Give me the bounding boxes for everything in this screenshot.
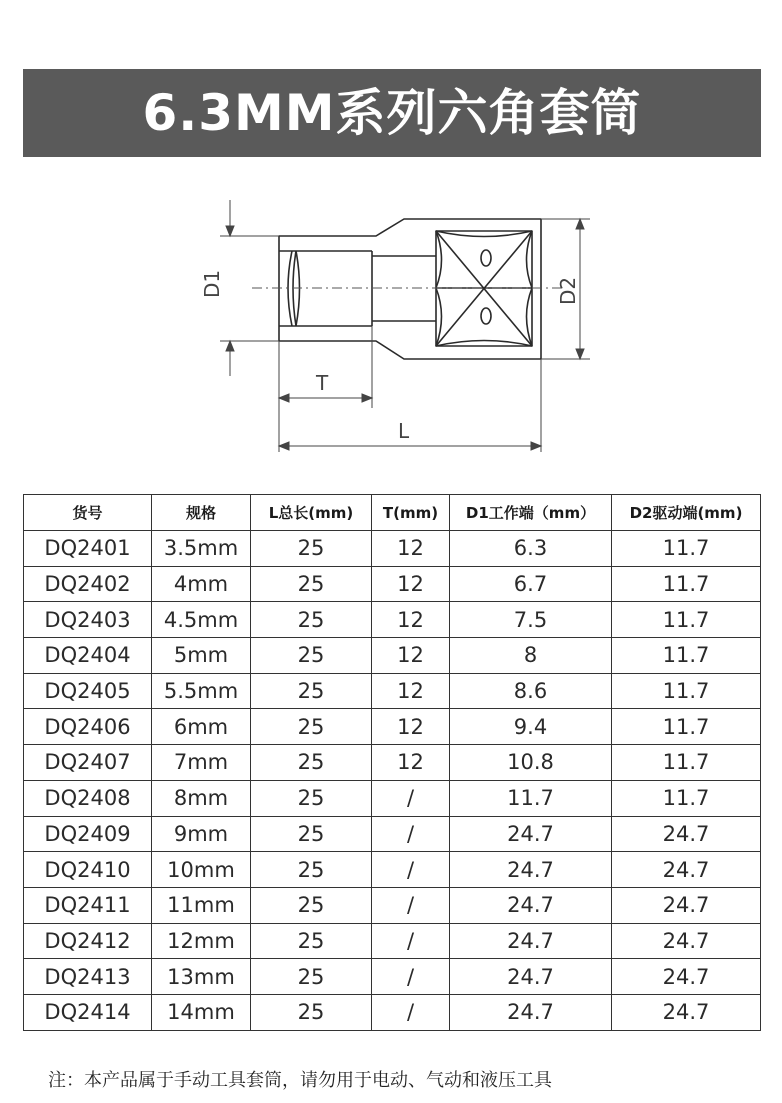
table-row: [24, 745, 761, 781]
socket-outline: [279, 219, 541, 359]
table-cell: 11.7: [450, 780, 612, 816]
table-cell: 25: [251, 709, 372, 745]
table-cell: 6.3: [450, 531, 612, 567]
table-cell: 25: [251, 745, 372, 781]
table-cell: 6mm: [152, 709, 251, 745]
table-cell: 24.7: [612, 887, 761, 923]
table-cell: /: [372, 959, 450, 995]
table-row: [24, 959, 761, 995]
table-cell: 25: [251, 994, 372, 1030]
table-cell: 11mm: [152, 887, 251, 923]
table-cell: 24.7: [450, 923, 612, 959]
table-cell: 12: [372, 638, 450, 674]
table-header-row: [24, 495, 761, 531]
table-cell: 25: [251, 673, 372, 709]
table-cell: DQ2411: [24, 887, 152, 923]
table-cell: 25: [251, 780, 372, 816]
table-row: [24, 638, 761, 674]
table-cell: 8: [450, 638, 612, 674]
table-cell: 3.5mm: [152, 531, 251, 567]
table-cell: 11.7: [612, 709, 761, 745]
table-row: [24, 531, 761, 567]
table-cell: 25: [251, 852, 372, 888]
table-cell: DQ2406: [24, 709, 152, 745]
table-cell: 12: [372, 673, 450, 709]
table-cell: 12: [372, 745, 450, 781]
table-cell: /: [372, 852, 450, 888]
table-row: [24, 709, 761, 745]
socket-dimension-diagram: [0, 180, 782, 480]
table-cell: 12: [372, 566, 450, 602]
table-cell: DQ2414: [24, 994, 152, 1030]
label-d1: D1: [200, 269, 224, 298]
table-cell: 4mm: [152, 566, 251, 602]
spec-table: [23, 494, 761, 1031]
table-cell: 24.7: [612, 959, 761, 995]
table-cell: 25: [251, 638, 372, 674]
table-cell: 11.7: [612, 566, 761, 602]
table-cell: 24.7: [612, 994, 761, 1030]
table-cell: 14mm: [152, 994, 251, 1030]
table-cell: 11.7: [612, 531, 761, 567]
table-row: [24, 994, 761, 1030]
table-cell: 25: [251, 566, 372, 602]
table-cell: /: [372, 780, 450, 816]
table-row: [24, 566, 761, 602]
table-cell: 24.7: [450, 887, 612, 923]
table-cell: 24.7: [450, 816, 612, 852]
table-body: [24, 531, 761, 1031]
table-cell: 11.7: [612, 638, 761, 674]
table-row: [24, 602, 761, 638]
table-cell: 24.7: [612, 923, 761, 959]
table-cell: 24.7: [450, 994, 612, 1030]
table-cell: /: [372, 887, 450, 923]
table-cell: DQ2412: [24, 923, 152, 959]
table-cell: 9mm: [152, 816, 251, 852]
table-cell: 11.7: [612, 780, 761, 816]
table-cell: DQ2401: [24, 531, 152, 567]
label-d2: D2: [556, 276, 580, 305]
usage-note: 注：本产品属于手动工具套筒，请勿用于电动、气动和液压工具: [48, 1070, 552, 1091]
table-cell: 11.7: [612, 602, 761, 638]
table-cell: DQ2402: [24, 566, 152, 602]
table-cell: 9.4: [450, 709, 612, 745]
table-cell: 10mm: [152, 852, 251, 888]
page-title: 6.3MM系列六角套筒: [23, 69, 761, 157]
table-cell: DQ2404: [24, 638, 152, 674]
table-cell: 24.7: [612, 852, 761, 888]
table-cell: 5mm: [152, 638, 251, 674]
header-item-no: 货号: [24, 495, 152, 531]
table-cell: 12mm: [152, 923, 251, 959]
table-cell: 4.5mm: [152, 602, 251, 638]
table-cell: /: [372, 816, 450, 852]
table-cell: 8mm: [152, 780, 251, 816]
label-t: T: [316, 371, 329, 395]
table-cell: 24.7: [450, 959, 612, 995]
label-l: L: [398, 419, 410, 443]
table-cell: DQ2403: [24, 602, 152, 638]
table-cell: 12: [372, 531, 450, 567]
table-row: [24, 780, 761, 816]
table-cell: 7mm: [152, 745, 251, 781]
table-cell: 25: [251, 959, 372, 995]
header-d2: D2驱动端(mm): [612, 495, 761, 531]
table-cell: 25: [251, 816, 372, 852]
table-cell: /: [372, 994, 450, 1030]
table-cell: 13mm: [152, 959, 251, 995]
table-cell: 8.6: [450, 673, 612, 709]
table-cell: 12: [372, 709, 450, 745]
table-cell: DQ2405: [24, 673, 152, 709]
table-cell: 25: [251, 923, 372, 959]
header-t: T(mm): [372, 495, 450, 531]
table-row: [24, 923, 761, 959]
table-cell: 25: [251, 887, 372, 923]
table-cell: 6.7: [450, 566, 612, 602]
header-size: 规格: [152, 495, 251, 531]
table-cell: 11.7: [612, 745, 761, 781]
table-cell: 25: [251, 602, 372, 638]
table-row: [24, 887, 761, 923]
table-cell: /: [372, 923, 450, 959]
table-cell: 7.5: [450, 602, 612, 638]
table-cell: 11.7: [612, 673, 761, 709]
table-row: [24, 816, 761, 852]
table-cell: DQ2413: [24, 959, 152, 995]
table-cell: DQ2408: [24, 780, 152, 816]
table-cell: DQ2409: [24, 816, 152, 852]
header-d1: D1工作端（mm）: [450, 495, 612, 531]
table-cell: 12: [372, 602, 450, 638]
table-row: [24, 673, 761, 709]
header-length: L总长(mm): [251, 495, 372, 531]
table-cell: DQ2410: [24, 852, 152, 888]
table-cell: DQ2407: [24, 745, 152, 781]
table-cell: 24.7: [450, 852, 612, 888]
table-row: [24, 852, 761, 888]
table-cell: 5.5mm: [152, 673, 251, 709]
table-cell: 24.7: [612, 816, 761, 852]
table-cell: 10.8: [450, 745, 612, 781]
table-cell: 25: [251, 531, 372, 567]
